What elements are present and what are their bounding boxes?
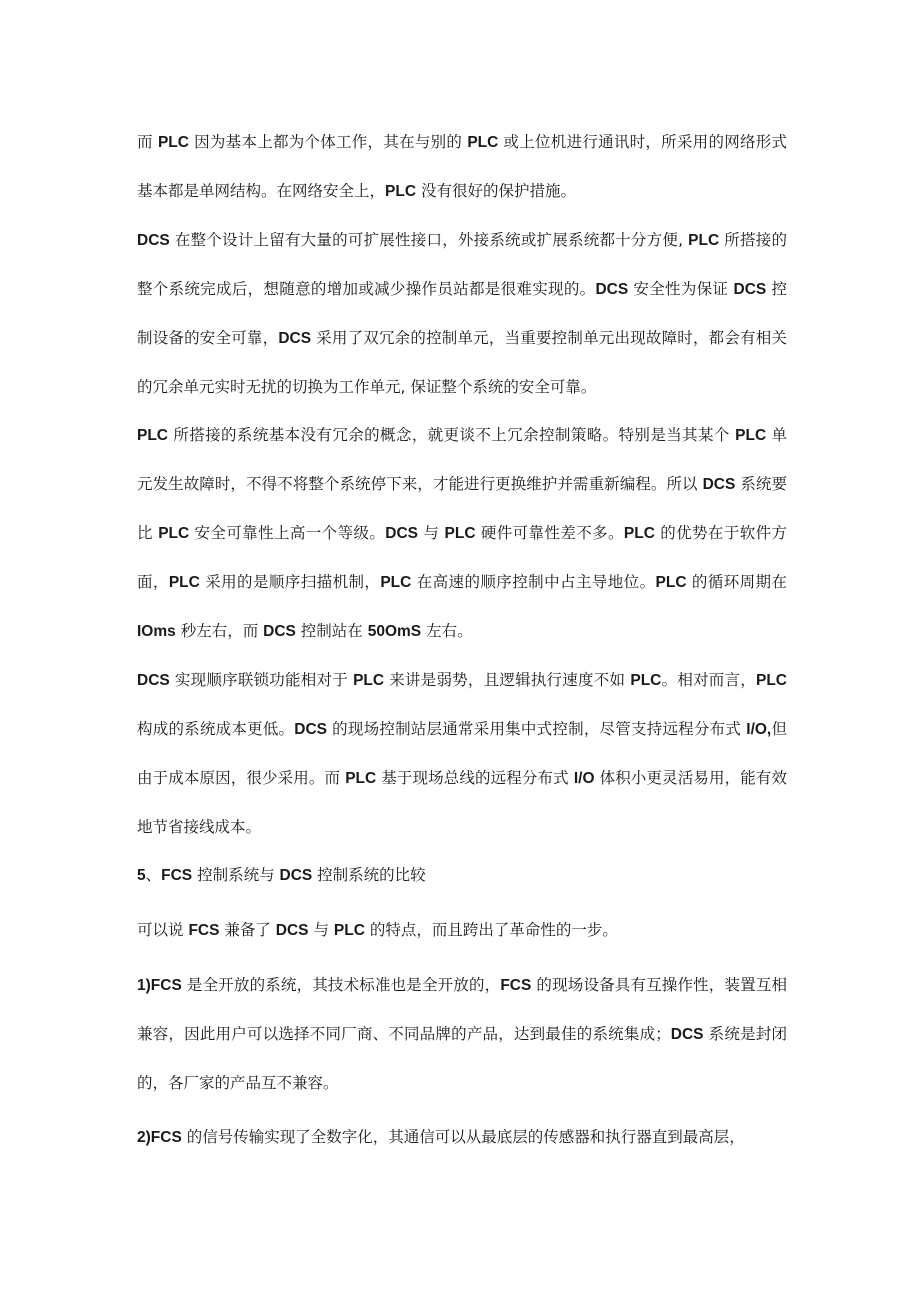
paragraph-term: PLC (158, 525, 190, 542)
paragraph-text: 基于现场总线的远程分布式 (376, 769, 574, 787)
paragraph-term: PLC (157, 134, 189, 151)
paragraph-text: 体积小更灵活易用，能有效地节省接线成本。 (137, 769, 787, 836)
paragraph-text: 可以说 (137, 921, 189, 939)
paragraph-text: 所搭接的整个系统完成后，想随意的增加或减少操作员站都是很难实现的。 (137, 231, 787, 298)
heading-term: DCS (279, 867, 313, 884)
paragraph-term: FCS (500, 977, 532, 994)
paragraph-plc-network (137, 118, 787, 216)
paragraph-term: DCS (275, 922, 309, 939)
paragraph-term: PLC (333, 922, 365, 939)
paragraph-term: 50OmS (367, 623, 422, 640)
paragraph-text: 来讲是弱势，且逻辑执行速度不如 (384, 671, 631, 689)
paragraph-text: 的特点，而且跨出了革命性的一步。 (364, 921, 618, 939)
heading-term: FCS (161, 867, 193, 884)
paragraph-term: I/O, (746, 721, 772, 738)
paragraph-term: DCS (733, 281, 767, 298)
paragraph-text: 兼备了 (219, 921, 276, 939)
paragraph-dcs-expansion (137, 216, 787, 411)
paragraph-term: PLC (623, 525, 655, 542)
list-item-marker: 2)FCS (137, 1129, 182, 1146)
paragraph-text: 的现场设备具有互操作性，装置互相兼容，因此用户可以选择不同厂商、不同品牌的产品，达到最佳的系统集成； (137, 976, 787, 1043)
paragraph-text: 构成的系统成本更低。 (137, 720, 295, 738)
paragraph-text: 硬件可靠性差不多。 (475, 524, 624, 542)
paragraph-text: 安全性为保证 (628, 280, 734, 298)
paragraph-term: PLC (168, 574, 200, 591)
paragraph-term: DCS (263, 623, 296, 640)
paragraph-text: 是全开放的系统，其技术标准也是全开放的， (181, 976, 501, 994)
paragraph-term: PLC (380, 574, 412, 591)
list-item-fcs-open-system (137, 961, 787, 1107)
paragraph-text: 系统要比 (137, 475, 787, 542)
paragraph-plc-redundancy (137, 411, 787, 656)
paragraph-text: 因为基本上都为个体工作，其在与别的 (188, 133, 468, 151)
heading-text: 控制系统的比较 (312, 866, 426, 884)
paragraph-term: PLC (444, 525, 476, 542)
paragraph-text: 采用的是顺序扫描机制， (199, 573, 381, 591)
paragraph-text: 的循环周期在 (686, 573, 787, 591)
paragraph-text: 但由于成本原因，很少采用。而 (137, 720, 787, 787)
section-heading-fcs-vs-dcs (137, 851, 787, 900)
paragraph-term: DCS (278, 330, 312, 347)
paragraph-term: DCS (137, 672, 170, 689)
paragraph-text: 在高速的顺序控制中占主导地位。 (411, 573, 656, 591)
list-item-marker: 1)FCS (137, 977, 182, 994)
paragraph-text: 控制站在 (295, 622, 368, 640)
paragraph-text: 所搭接的系统基本没有冗余的概念，就更谈不上冗余控制策略。特别是当其某个 (168, 426, 736, 444)
paragraph-text: 系统是封闭的，各厂家的产品互不兼容。 (137, 1025, 787, 1092)
paragraph-fcs-summary (137, 906, 787, 955)
paragraph-dcs-interlock (137, 656, 787, 851)
paragraph-term: PLC (137, 427, 168, 444)
heading-number: 5 (137, 867, 146, 884)
paragraph-text: 的优势在于软件方面， (137, 524, 787, 591)
paragraph-text: 的现场控制站层通常采用集中式控制，尽管支持远程分布式 (327, 720, 747, 738)
paragraph-text: 与 (418, 524, 445, 542)
paragraph-term: I/O (573, 770, 595, 787)
paragraph-term: PLC (353, 672, 385, 689)
paragraph-term: PLC (385, 183, 417, 200)
paragraph-term: DCS (595, 281, 629, 298)
paragraph-text: 实现顺序联锁功能相对于 (169, 671, 354, 689)
paragraph-term: PLC (688, 232, 720, 249)
paragraph-term: DCS (137, 232, 170, 249)
paragraph-text: 秒左右，而 (175, 622, 264, 640)
document-body (137, 118, 787, 1162)
paragraph-text: 控制设备的安全可靠， (137, 280, 787, 347)
paragraph-text: 与 (308, 921, 334, 939)
paragraph-term: FCS (188, 922, 220, 939)
paragraph-text: 安全可靠性上高一个等级。 (189, 524, 386, 542)
paragraph-text: 或上位机进行通讯时，所采用的网络形式基本都是单网结构。在网络安全上， (137, 133, 787, 200)
paragraph-text: 的信号传输实现了全数字化，其通信可以从最底层的传感器和执行器直到最高层， (181, 1128, 745, 1146)
paragraph-term: PLC (345, 770, 377, 787)
paragraph-term: DCS (294, 721, 328, 738)
paragraph-term: DCS (670, 1026, 704, 1043)
list-item-fcs-digital (137, 1113, 787, 1162)
paragraph-text: 而 (137, 133, 158, 151)
heading-text: 、 (145, 866, 162, 884)
paragraph-term: PLC (655, 574, 687, 591)
paragraph-text: 采用了双冗余的控制单元，当重要控制单元出现故障时，都会有相关的冗余单元实时无扰的切换为工作单元, 保证整个系统的安全可靠。 (137, 329, 787, 396)
paragraph-term: PLC (467, 134, 499, 151)
paragraph-term: PLC (735, 427, 767, 444)
paragraph-term: IOms (137, 623, 176, 640)
paragraph-text: 单元发生故障时，不得不将整个系统停下来，才能进行更换维护并需重新编程。所以 (137, 426, 787, 493)
paragraph-term: PLC (756, 672, 787, 689)
paragraph-text: 没有很好的保护措施。 (416, 182, 576, 200)
paragraph-text: 左右。 (421, 622, 473, 640)
paragraph-term: DCS (385, 525, 418, 542)
paragraph-term: DCS (702, 476, 736, 493)
paragraph-term: PLC (630, 672, 662, 689)
heading-text: 控制系统与 (192, 866, 280, 884)
paragraph-text: 。相对而言， (661, 671, 756, 689)
paragraph-text: 在整个设计上留有大量的可扩展性接口，外接系统或扩展系统都十分方便, (169, 231, 689, 249)
